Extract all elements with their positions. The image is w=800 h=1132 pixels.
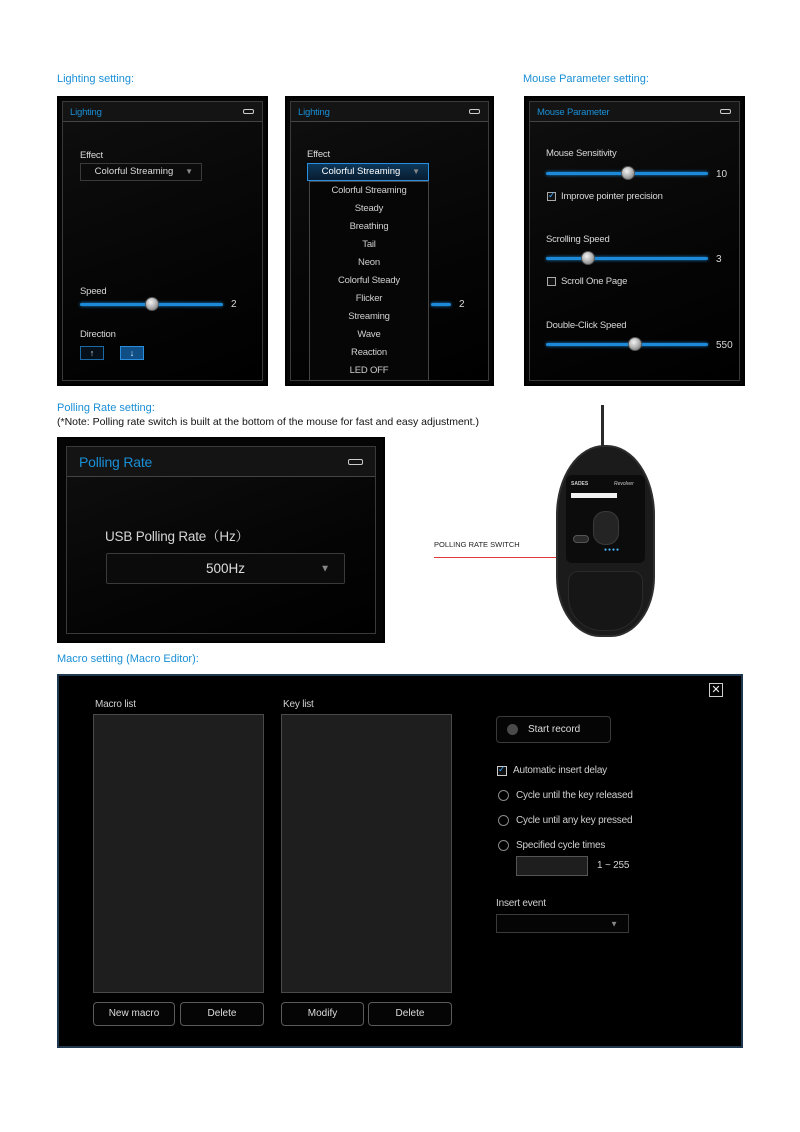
mouse-parameter-panel	[524, 96, 745, 386]
polling-rate-panel	[57, 437, 385, 643]
chevron-down-icon: ▼	[610, 919, 618, 928]
minimize-icon[interactable]	[348, 459, 363, 465]
arrow-up-icon: ↑	[89, 348, 95, 358]
key-list[interactable]	[281, 714, 452, 993]
effect-option[interactable]: Neon	[358, 257, 380, 268]
effect-option[interactable]: LED OFF	[349, 365, 389, 376]
record-dot-icon	[507, 724, 518, 735]
speed-slider-partial[interactable]	[431, 303, 451, 306]
key-list-label: Key list	[283, 699, 314, 710]
panel-title: Polling Rate	[79, 454, 153, 470]
panel-header	[530, 102, 739, 122]
effect-option[interactable]: Colorful Streaming	[331, 185, 407, 196]
brand-text: SADES	[571, 481, 589, 487]
cycle-range-label: 1 ~ 255	[597, 860, 630, 871]
sensitivity-value: 10	[716, 169, 728, 180]
start-record-button[interactable]	[496, 716, 611, 743]
scroll-speed-slider-thumb[interactable]	[581, 251, 595, 265]
effect-select-value: Colorful Streaming	[321, 166, 401, 177]
cycle-any-label: Cycle until any key pressed	[516, 815, 633, 826]
scroll-speed-value: 3	[716, 254, 722, 265]
mouse-bottom-image	[556, 445, 655, 637]
callout-line	[434, 557, 574, 558]
direction-up-button[interactable]	[80, 346, 104, 360]
macro-list-label: Macro list	[95, 699, 136, 710]
chevron-down-icon: ▼	[320, 563, 330, 574]
chevron-down-icon: ▼	[185, 167, 193, 176]
cycle-released-label: Cycle until the key released	[516, 790, 633, 801]
polling-rate-select[interactable]	[106, 553, 345, 584]
close-icon[interactable]: ✕	[709, 683, 723, 697]
auto-delay-checkbox[interactable]	[497, 766, 507, 776]
chevron-down-icon: ▼	[412, 167, 420, 176]
polling-rate-value: 500Hz	[205, 561, 246, 576]
effect-option[interactable]: Steady	[354, 203, 384, 214]
speed-value: 2	[231, 299, 237, 310]
panel-header	[291, 102, 488, 122]
polling-switch-callout: POLLING RATE SWITCH	[434, 540, 520, 549]
panel-header	[67, 447, 375, 477]
auto-delay-label: Automatic insert delay	[513, 765, 607, 776]
direction-label: Direction	[80, 329, 116, 340]
panel-title: Mouse Parameter	[537, 107, 610, 118]
model-text: Revolver	[614, 481, 634, 487]
sensitivity-label: Mouse Sensitivity	[546, 148, 617, 159]
effect-select-open[interactable]	[307, 163, 429, 181]
speed-slider-thumb[interactable]	[145, 297, 159, 311]
effect-option[interactable]: Tail	[362, 239, 376, 250]
mouse-glide-pad	[568, 571, 643, 631]
delete-key-button[interactable]: Delete	[368, 1002, 452, 1026]
mouse-param-section-title: Mouse Parameter setting:	[523, 73, 649, 85]
delete-macro-button[interactable]: Delete	[180, 1002, 264, 1026]
effect-option[interactable]: Reaction	[351, 347, 387, 358]
sensor-window	[593, 511, 619, 545]
cycle-specified-label: Specified cycle times	[516, 840, 606, 851]
polling-rate-switch[interactable]	[573, 535, 589, 543]
precision-checkbox[interactable]	[547, 192, 556, 201]
cycle-times-input[interactable]	[516, 856, 588, 876]
mouse-label-plate	[566, 475, 645, 563]
cycle-released-radio[interactable]	[498, 790, 509, 801]
lighting-section-title: Lighting setting:	[57, 73, 135, 85]
start-record-label: Start record	[528, 724, 581, 735]
sensitivity-slider-thumb[interactable]	[621, 166, 635, 180]
direction-down-button[interactable]	[120, 346, 144, 360]
cycle-any-radio[interactable]	[498, 815, 509, 826]
scroll-speed-label: Scrolling Speed	[546, 234, 610, 245]
precision-label: Improve pointer precision	[561, 191, 663, 202]
insert-event-select[interactable]	[496, 914, 629, 933]
double-click-label: Double-Click Speed	[546, 320, 627, 331]
double-click-slider-thumb[interactable]	[628, 337, 642, 351]
effect-select[interactable]	[80, 163, 202, 181]
double-click-value: 550	[716, 340, 733, 351]
minimize-icon[interactable]	[469, 109, 480, 114]
lighting-panel-1	[57, 96, 268, 386]
effect-option[interactable]: Breathing	[349, 221, 389, 232]
macro-editor-window	[57, 674, 743, 1048]
scroll-speed-slider[interactable]	[546, 257, 708, 260]
effect-option[interactable]: Colorful Steady	[338, 275, 400, 286]
new-macro-button[interactable]: New macro	[93, 1002, 175, 1026]
usb-polling-label: USB Polling Rate（Hz）	[105, 529, 249, 544]
panel-title: Lighting	[298, 107, 330, 118]
double-click-slider[interactable]	[546, 343, 708, 346]
effect-select-value: Colorful Streaming	[94, 166, 174, 177]
macro-section-title: Macro setting (Macro Editor):	[57, 653, 199, 665]
effect-option[interactable]: Flicker	[355, 293, 383, 304]
panel-title: Lighting	[70, 107, 102, 118]
macro-list[interactable]	[93, 714, 264, 993]
arrow-down-icon: ↓	[129, 348, 135, 358]
cycle-specified-radio[interactable]	[498, 840, 509, 851]
lighting-panel-2	[285, 96, 494, 386]
scroll-one-page-label: Scroll One Page	[561, 276, 628, 287]
dpi-leds: ●●●●	[604, 547, 621, 553]
speed-label: Speed	[80, 286, 107, 297]
effect-option[interactable]: Wave	[357, 329, 381, 340]
panel-header	[63, 102, 262, 122]
modify-button[interactable]: Modify	[281, 1002, 364, 1026]
minimize-icon[interactable]	[720, 109, 731, 114]
minimize-icon[interactable]	[243, 109, 254, 114]
insert-event-label: Insert event	[496, 898, 546, 909]
speed-value: 2	[459, 299, 465, 310]
effect-dropdown-list	[309, 181, 429, 381]
polling-section-title: Polling Rate setting:	[57, 402, 155, 414]
scroll-one-page-checkbox[interactable]	[547, 277, 556, 286]
effect-label: Effect	[80, 150, 103, 161]
serial-label	[571, 493, 617, 498]
effect-option[interactable]: Streaming	[348, 311, 390, 322]
effect-label: Effect	[307, 149, 330, 160]
polling-note: (*Note: Polling rate switch is built at the bottom of the mouse for fast and easy adjustment.)	[57, 416, 479, 428]
